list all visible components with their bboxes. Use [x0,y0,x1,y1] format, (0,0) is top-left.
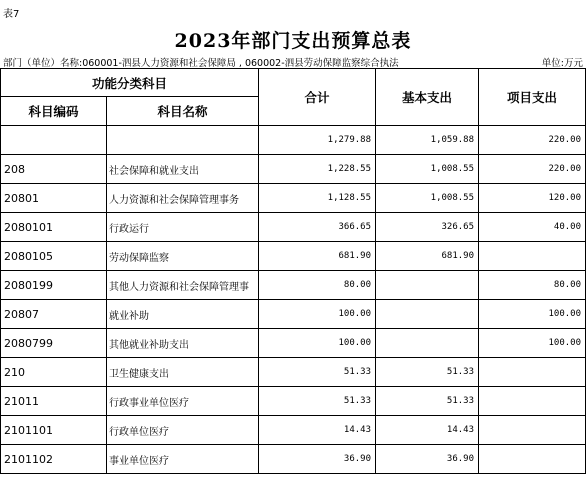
subject-name: 行政单位医疗 [107,416,259,445]
subject-name: 就业补助 [107,300,259,329]
total-amount: 366.65 [259,213,376,242]
basic-amount: 681.90 [376,242,479,271]
subject-name: 行政运行 [107,213,259,242]
subject-name: 社会保障和就业支出 [107,155,259,184]
total-amount: 100.00 [259,329,376,358]
basic-amount: 14.43 [376,416,479,445]
subject-code: 20807 [1,300,107,329]
table-row [1,387,586,416]
total-amount: 14.43 [259,416,376,445]
table-row [1,126,586,155]
department-line [3,55,583,68]
total-header: 合计 [259,69,376,126]
subject-code: 208 [1,155,107,184]
table-row [1,416,586,445]
subject-code [1,126,107,155]
total-amount: 1,279.88 [259,126,376,155]
project-amount: 100.00 [479,300,586,329]
budget-table [0,68,586,474]
project-amount [479,445,586,474]
table-row [1,358,586,387]
project-amount [479,358,586,387]
basic-amount [376,300,479,329]
subject-name [107,126,259,155]
department-name: 部门（单位）名称:060001-泗县人力资源和社会保障局 , 060002-泗县劳动保障监察综合执法 [3,58,399,69]
subject-code: 20801 [1,184,107,213]
basic-expense-header: 基本支出 [376,69,479,126]
total-amount: 100.00 [259,300,376,329]
table-row [1,242,586,271]
basic-amount: 1,059.88 [376,126,479,155]
project-amount: 80.00 [479,271,586,300]
subject-code: 2080799 [1,329,107,358]
table-row [1,271,586,300]
subject-code: 2080199 [1,271,107,300]
subject-code: 210 [1,358,107,387]
subject-name-header: 科目名称 [107,97,259,126]
subject-name: 其他就业补助支出 [107,329,259,358]
basic-amount: 1,008.55 [376,155,479,184]
basic-amount: 1,008.55 [376,184,479,213]
table-row [1,155,586,184]
subject-code: 21011 [1,387,107,416]
subject-code-header: 科目编码 [1,97,107,126]
total-amount: 1,228.55 [259,155,376,184]
basic-amount [376,271,479,300]
subject-code: 2101101 [1,416,107,445]
function-category-header: 功能分类科目 [1,69,259,97]
table-number: 表7 [3,9,20,20]
total-amount: 36.90 [259,445,376,474]
table-row [1,329,586,358]
table-row [1,445,586,474]
subject-name: 其他人力资源和社会保障管理事 [107,271,259,300]
subject-code: 2101102 [1,445,107,474]
basic-amount: 36.90 [376,445,479,474]
project-amount: 120.00 [479,184,586,213]
project-amount [479,387,586,416]
project-amount [479,242,586,271]
table-row [1,184,586,213]
total-amount: 681.90 [259,242,376,271]
project-amount: 220.00 [479,126,586,155]
project-amount: 100.00 [479,329,586,358]
basic-amount: 326.65 [376,213,479,242]
basic-amount: 51.33 [376,387,479,416]
project-amount [479,416,586,445]
subject-name: 劳动保障监察 [107,242,259,271]
subject-code: 2080101 [1,213,107,242]
basic-amount [376,329,479,358]
project-amount: 40.00 [479,213,586,242]
subject-name: 卫生健康支出 [107,358,259,387]
subject-name: 人力资源和社会保障管理事务 [107,184,259,213]
page-title: 2023年部门支出预算总表 [174,30,412,52]
project-expense-header: 项目支出 [479,69,586,126]
table-row [1,300,586,329]
total-amount: 1,128.55 [259,184,376,213]
currency-unit: 单位:万元 [541,58,583,69]
total-amount: 51.33 [259,387,376,416]
basic-amount: 51.33 [376,358,479,387]
total-amount: 51.33 [259,358,376,387]
subject-code: 2080105 [1,242,107,271]
total-amount: 80.00 [259,271,376,300]
project-amount: 220.00 [479,155,586,184]
table-row [1,213,586,242]
subject-name: 事业单位医疗 [107,445,259,474]
subject-name: 行政事业单位医疗 [107,387,259,416]
